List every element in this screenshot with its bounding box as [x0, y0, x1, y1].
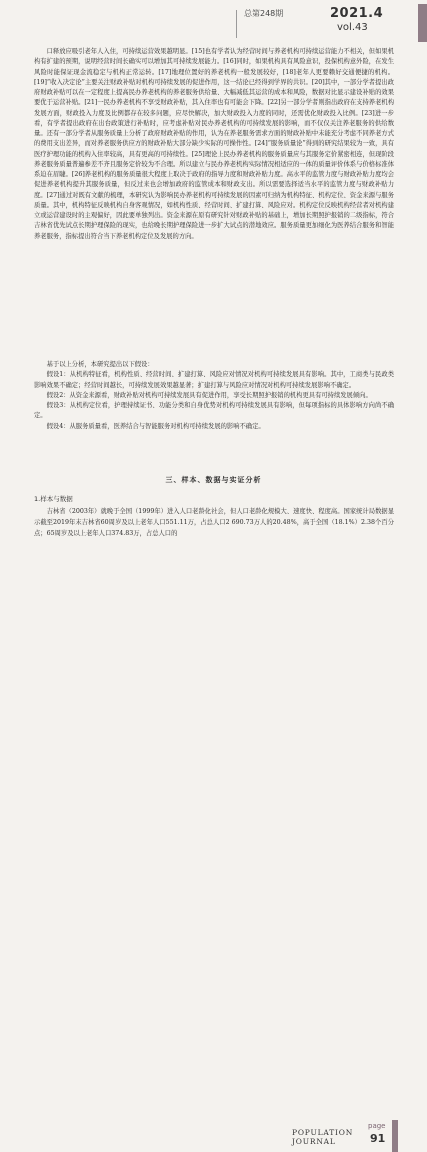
hypotheses-block	[34, 360, 394, 432]
year-issue: 2021.4	[330, 6, 384, 21]
journal-line-1: POPULATION	[292, 1128, 354, 1137]
header-divider	[236, 10, 237, 38]
page-number: 91	[370, 1132, 386, 1145]
issue-label: 总第248期	[244, 9, 284, 18]
main-paragraph	[34, 47, 394, 242]
hypothesis-1: 假设1：从机构特征看，机构性质、经营时间、扩建打算、风险应对情况对机构可持续发展具有影响。其中，工商类与民政类影响效果不确定；经营时间越长，可持续发展效果越显著；扩建打算与风险应对情况对机构可持续发展影响不确定。	[34, 371, 394, 389]
header-accent-stripe	[418, 4, 427, 42]
page-header	[0, 0, 427, 44]
hypotheses-intro: 基于以上分析，本研究提出以下假设：	[46, 361, 154, 368]
journal-name	[292, 1128, 353, 1146]
hypothesis-2: 假设2：从资金来源看，财政补贴对机构可持续发展具有促进作用，享受长期照护报销的机构更具有可持续发展倾向。	[46, 391, 372, 399]
page-label: page	[368, 1122, 386, 1130]
journal-line-2: JOURNAL	[292, 1137, 336, 1146]
volume-label: vol.43	[337, 22, 368, 33]
hypothesis-4: 假设4：从服务质量看，医养结合与智能服务对机构可持续发展的影响不确定。	[46, 422, 265, 430]
section-title: 三、样本、数据与实证分析	[165, 476, 262, 484]
section-paragraph	[34, 506, 394, 539]
hypothesis-3: 假设3：从机构定位看，护理持续证书、功能分类和自身优势对机构可持续发展具有影响，但每项指标的具体影响方向尚不确定。	[34, 402, 394, 420]
footer-accent-stripe	[392, 1120, 398, 1152]
section-subtitle: 1.样本与数据	[34, 495, 73, 503]
paragraph-1: 口释放应吸引老年人入住，可持续运营效果越明显。[15]也有学者认为经营时间与养老机构可持续运营能力不相关，但如果机构有扩建的预期，说明经营时间长确实可以增加其可持续发展能力。[16]同时，如果机构具有风险意识，投保机构意外险，在发生风险时能保证现金流稳定与机构正常运转。[17]地理位置好的养老机构一般发展较好，[18]老年人更要赖好交通便捷的机构。[19]“收入决定论”主要关注财政补贴对机构可持续发展的促进作用，这一结论已经得到学界的共识。[20]其中，一部分学者提出政府财政补贴可以在一定程度上提高民办养老机构的养老服务供给量、大幅减低其运营的成本和风险，数据对比显示建设补贴的效果要优于运营补贴。[21]一民办养老机构不享受财政补贴，其入住率也有可能会下降。[22]另一部分学者则指出政府在支持养老机构发展方面，财政投入力度及比例都存在较多问题，应尽快解决，加大财政投入力度的同时，还需优化财政投入比例。[23]进一步看，有学者提出政府在出台政策进行补贴时，应考虑补贴对民办养老机构的可持续发展的影响，而不仅仅关注养老服务的供给数量。还有一部分学者从服务质量上分析了政府财政补贴的作用，认为在养老服务需求方面的财政补贴中未能充分考虑不同养老方式的费用支出差异，而对养老服务供应方的财政补贴大部分缺少实际的可操作性。[24]“服务质量论”得到的研究结果较为一致，具有医疗护理功能的机构入住率较高，具有更高的可持续性。[25]理论上民办养老机构的服务质量应与其服务定价紧密相连，但现阶段养老服务质量普遍参差不齐且服务定价较为不合理。所以建立与民办养老机构实际情况相适应的一体的质量评价体系与价格标准体系迫在眉睫。[26]养老机构的服务质量很大程度上取决于政府的指导力度和财政补贴力度。高水平的监管力度与财政补贴力度均会促进养老机构提升其服务质量，但反过来也会增加政府的监管成本和财政支出。所以需要选择适当水平的监管力度与财政补贴力度。[27]通过对既有文献的梳理，本研究认为影响民办养老机构可持续发展的因素可归纳为机构特征、机构定位、资金来源与服务质量。其中，机构特征反映机构自身客观情况，如机构性质、经营时间、扩建打算、风险应对。机构定位反映机构经营者对机构建立或运营建设时的主观偏好，因此要单独列出。资金来源在原有研究针对财政补贴的基础上，增加长期照护报销的二级指标，符合吉林省优先试点长期护理保险的现实，也给晚长期护理保险进一步扩大试点的潜地效应。服务质量更加细化为医养结合服务和智能养老服务，指标提出符合当下养老机构定位及发展的方向。	[34, 48, 394, 240]
page-footer	[0, 560, 427, 1146]
section-text: 吉林省（2003年）就晚于全国（1999年）进入人口老龄化社会，但人口老龄化规模大、速度快、程度高。国家统计局数据显示截至2019年末吉林省60周岁及以上老年人口551.11万，占总人口2 690.73万人的20.48%，高于全国（18.1%）2.38个百分点；65周岁及以上老年人口374.83万，占总人口的	[34, 508, 394, 537]
